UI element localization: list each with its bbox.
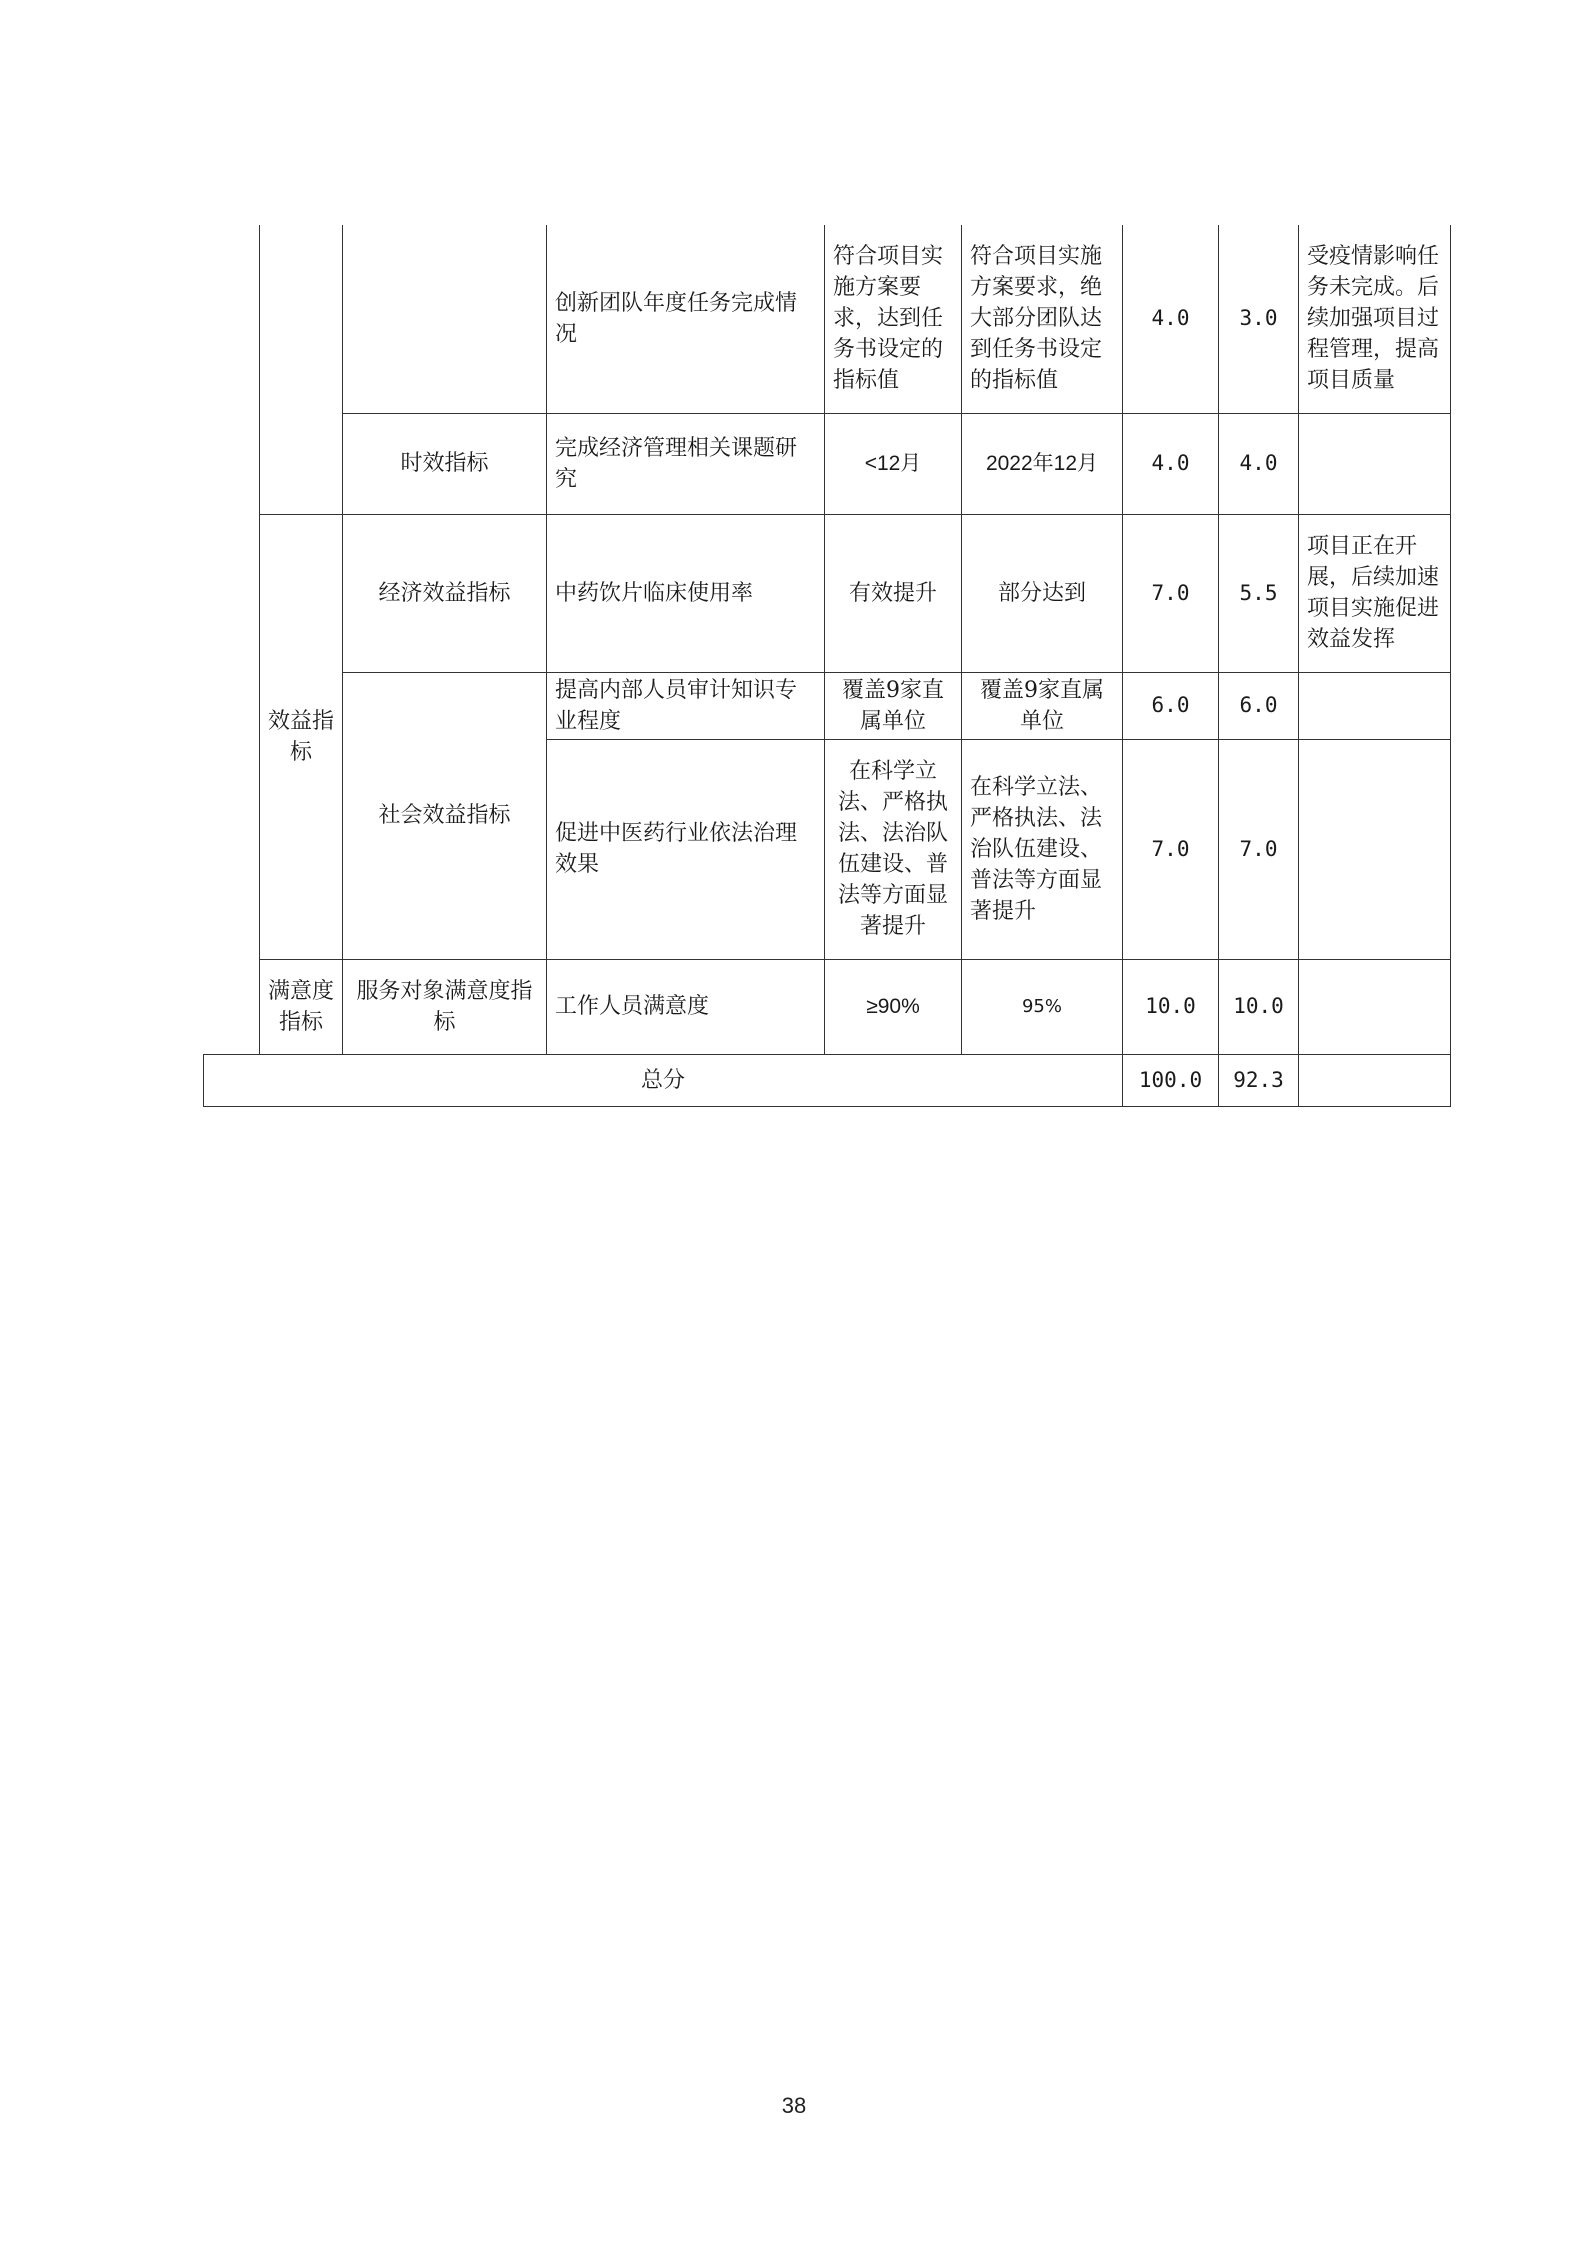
total-weight: 100.0 bbox=[1123, 1054, 1219, 1106]
indicator-cell: 促进中医药行业依法治理效果 bbox=[547, 739, 825, 959]
table-row bbox=[204, 672, 1451, 739]
weight-cell: 7.0 bbox=[1123, 739, 1219, 959]
actual-value-cell: 在科学立法、严格执法、法治队伍建设、普法等方面显著提升 bbox=[962, 739, 1123, 959]
score-cell: 10.0 bbox=[1219, 959, 1299, 1054]
target-value-cell: 覆盖9家直属单位 bbox=[825, 672, 962, 739]
total-row bbox=[204, 1054, 1451, 1106]
blank-left-cell bbox=[204, 225, 260, 1054]
target-value-cell: <12月 bbox=[825, 413, 962, 514]
deduction-reason-cell bbox=[1299, 739, 1451, 959]
weight-cell: 6.0 bbox=[1123, 672, 1219, 739]
deduction-reason-cell bbox=[1299, 672, 1451, 739]
subcategory-cell: 社会效益指标 bbox=[343, 672, 547, 959]
deduction-reason-cell bbox=[1299, 413, 1451, 514]
actual-value-cell: 95% bbox=[962, 959, 1123, 1054]
total-label: 总分 bbox=[204, 1054, 1123, 1106]
weight-cell: 4.0 bbox=[1123, 413, 1219, 514]
table-row bbox=[204, 514, 1451, 672]
subcategory-cell: 经济效益指标 bbox=[343, 514, 547, 672]
actual-value-cell: 符合项目实施方案要求，绝大部分团队达到任务书设定的指标值 bbox=[962, 225, 1123, 413]
score-cell: 6.0 bbox=[1219, 672, 1299, 739]
subcategory-cell bbox=[343, 225, 547, 413]
score-cell: 5.5 bbox=[1219, 514, 1299, 672]
indicator-cell: 工作人员满意度 bbox=[547, 959, 825, 1054]
page-number: 38 bbox=[781, 2093, 807, 2118]
target-value-cell: 在科学立法、严格执法、法治队伍建设、普法等方面显著提升 bbox=[825, 739, 962, 959]
total-score: 92.3 bbox=[1219, 1054, 1299, 1106]
score-cell: 7.0 bbox=[1219, 739, 1299, 959]
target-value-cell: ≥90% bbox=[825, 959, 962, 1054]
table-row bbox=[204, 959, 1451, 1054]
subcategory-cell: 服务对象满意度指标 bbox=[343, 959, 547, 1054]
subcategory-cell: 时效指标 bbox=[343, 413, 547, 514]
target-value-cell: 符合项目实施方案要求，达到任务书设定的指标值 bbox=[825, 225, 962, 413]
score-cell: 3.0 bbox=[1219, 225, 1299, 413]
performance-evaluation-table bbox=[203, 225, 1451, 1107]
actual-value-cell: 部分达到 bbox=[962, 514, 1123, 672]
total-reason-cell bbox=[1299, 1054, 1451, 1106]
score-cell: 4.0 bbox=[1219, 413, 1299, 514]
deduction-reason-cell: 项目正在开展，后续加速项目实施促进效益发挥 bbox=[1299, 514, 1451, 672]
indicator-cell: 提高内部人员审计知识专业程度 bbox=[547, 672, 825, 739]
table-row bbox=[204, 413, 1451, 514]
indicator-cell: 中药饮片临床使用率 bbox=[547, 514, 825, 672]
indicator-cell: 创新团队年度任务完成情况 bbox=[547, 225, 825, 413]
deduction-reason-cell: 受疫情影响任务未完成。后续加强项目过程管理，提高项目质量 bbox=[1299, 225, 1451, 413]
weight-cell: 4.0 bbox=[1123, 225, 1219, 413]
actual-value-cell: 2022年12月 bbox=[962, 413, 1123, 514]
target-value-cell: 有效提升 bbox=[825, 514, 962, 672]
actual-value-cell: 覆盖9家直属单位 bbox=[962, 672, 1123, 739]
category-cell: 效益指标 bbox=[260, 514, 343, 959]
deduction-reason-cell bbox=[1299, 959, 1451, 1054]
indicator-cell: 完成经济管理相关课题研究 bbox=[547, 413, 825, 514]
weight-cell: 10.0 bbox=[1123, 959, 1219, 1054]
category-cell bbox=[260, 225, 343, 514]
category-cell: 满意度指标 bbox=[260, 959, 343, 1054]
table-row bbox=[204, 225, 1451, 413]
weight-cell: 7.0 bbox=[1123, 514, 1219, 672]
